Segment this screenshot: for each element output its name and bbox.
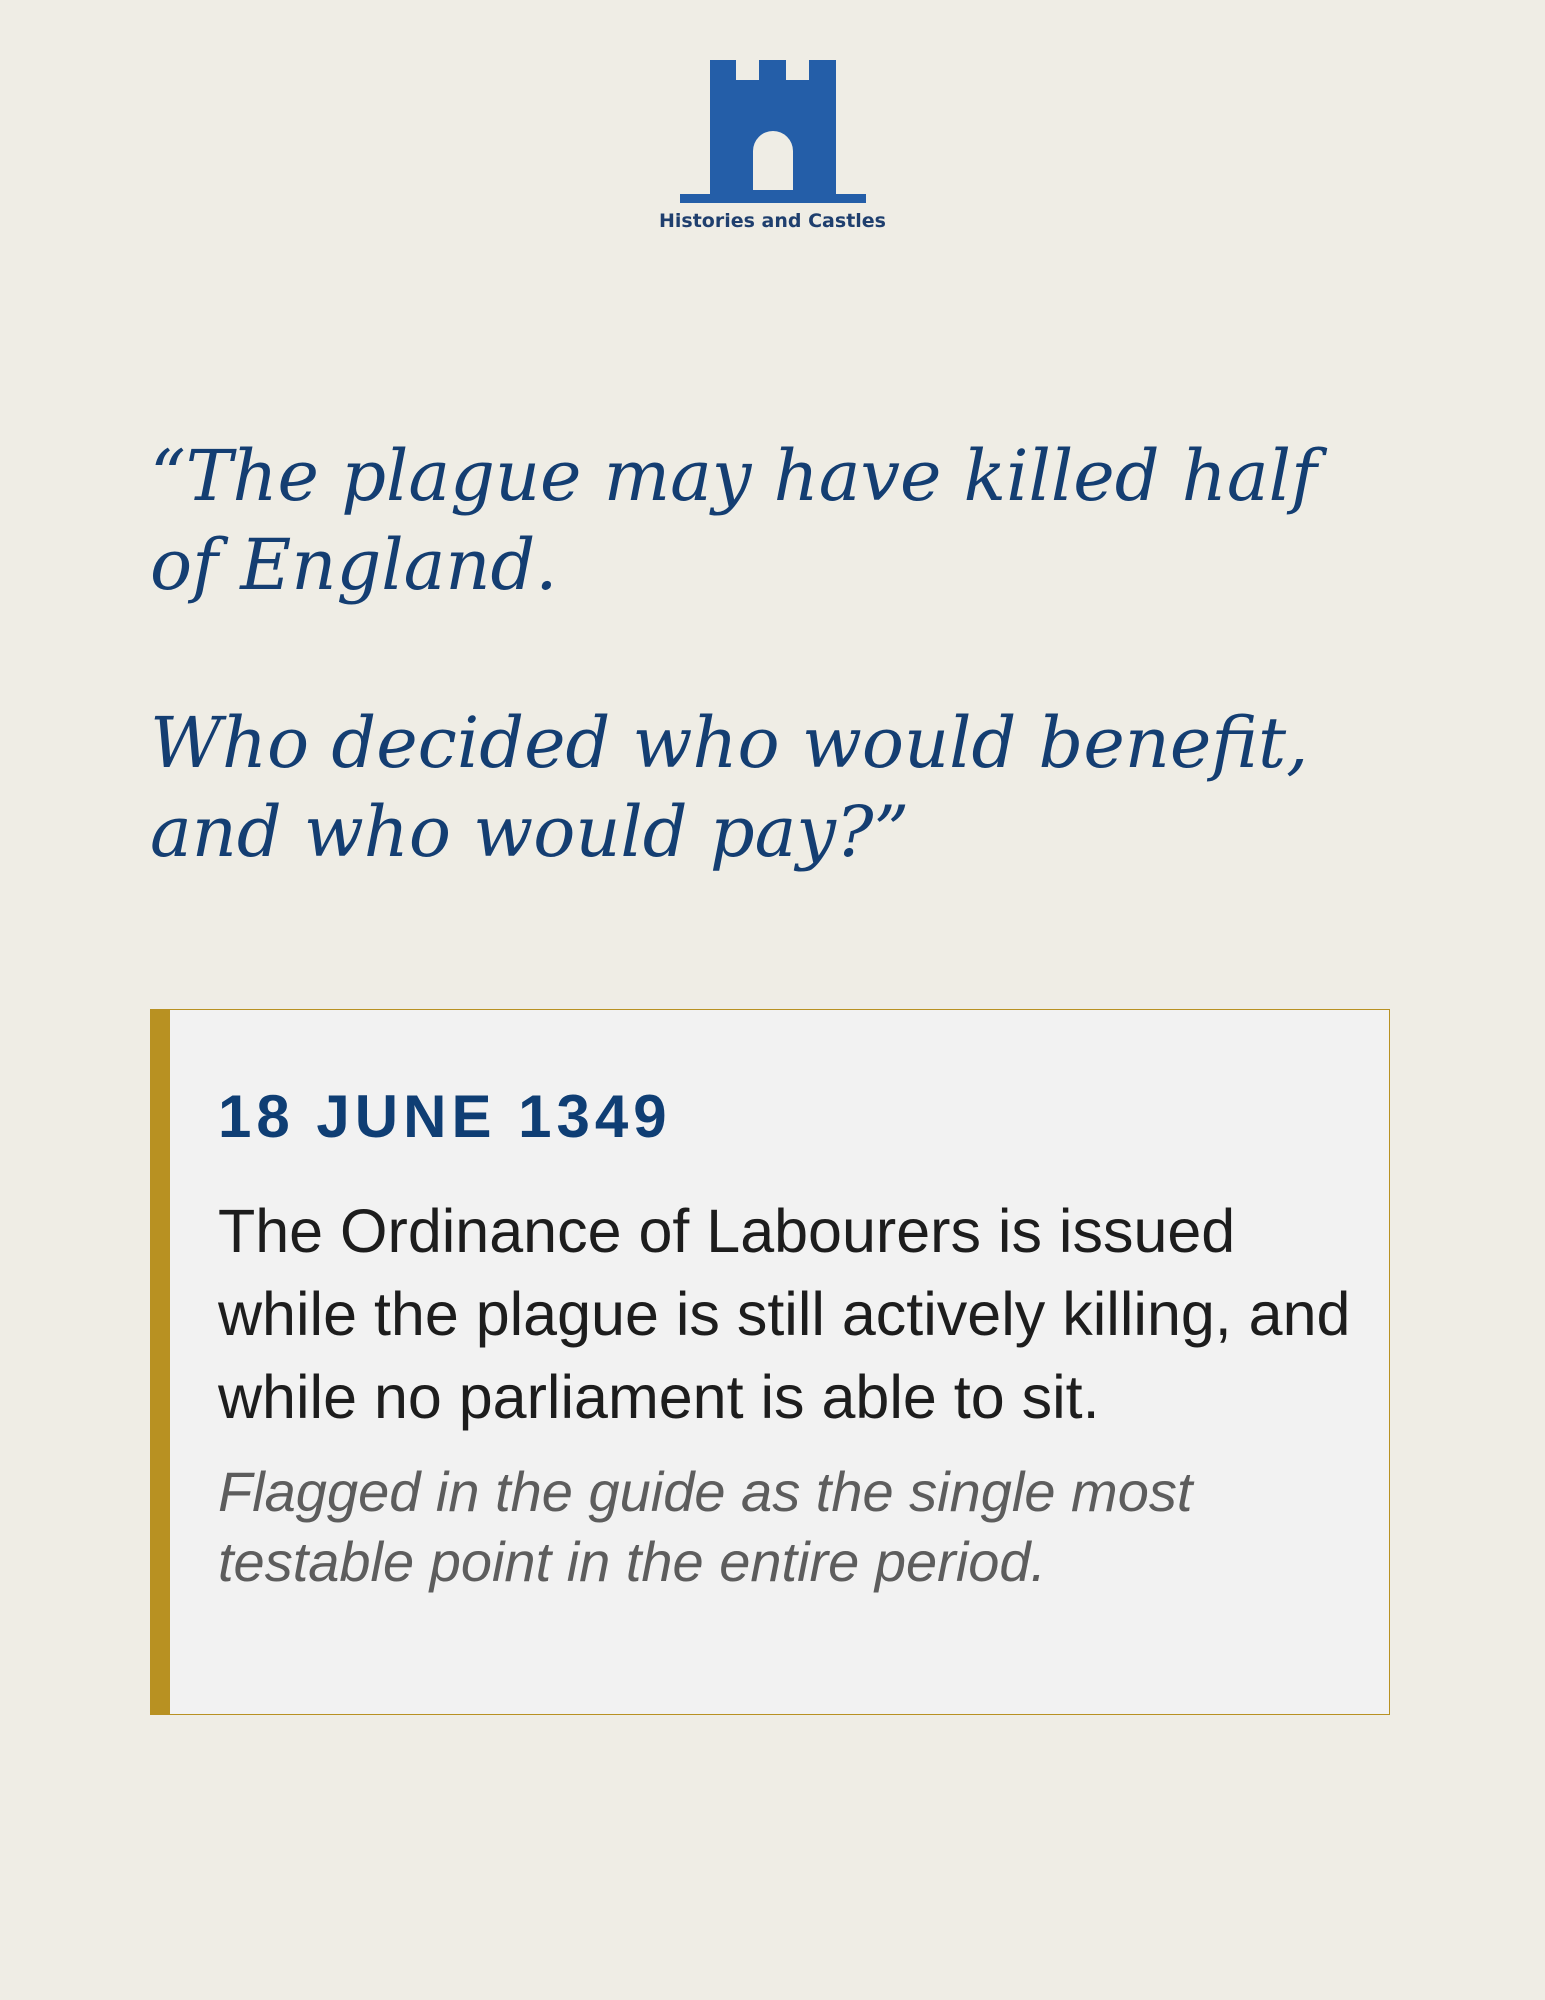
logo [0,58,1545,232]
event-date: 18 JUNE 1349 [218,1083,672,1150]
event-description: The Ordinance of Labourers is issued while the plague is still actively killing, and while no parliament is able to sit. [218,1197,1351,1431]
event-card [150,1009,1390,1715]
castle-tower-icon [678,58,868,204]
logo-text: Histories and Castles [659,210,886,232]
quote-line-2: Who decided who would benefit, and who would pay?” [150,702,1309,873]
event-note: Flagged in the guide as the single most testable point in the entire period. [218,1460,1193,1593]
pull-quote [150,432,1390,877]
quote-line-1: “The plague may have killed half of England. [150,435,1317,606]
